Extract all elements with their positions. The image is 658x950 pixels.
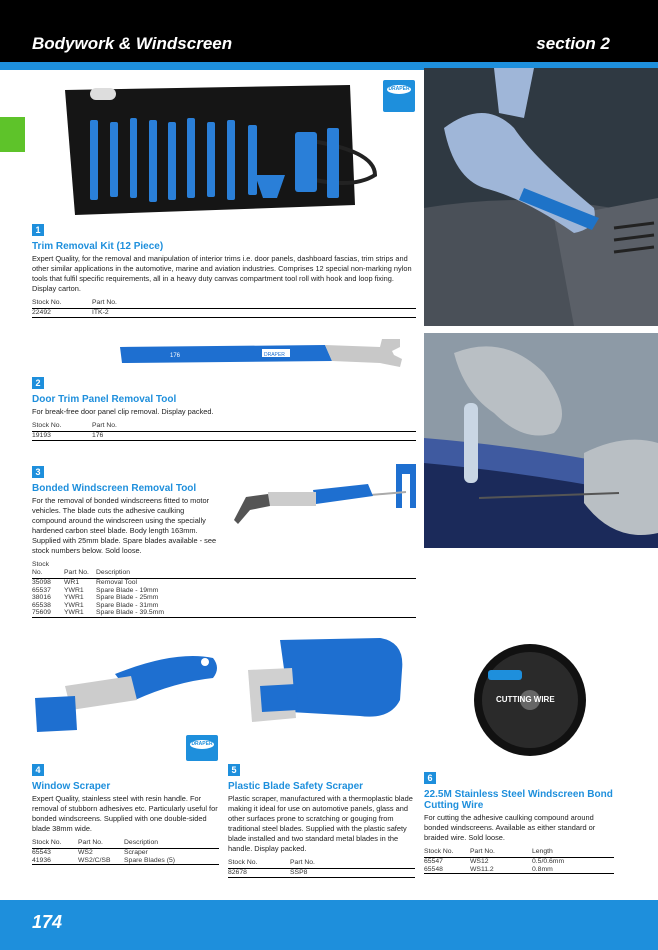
product-number-badge: 6 xyxy=(424,772,436,784)
product-description: For the removal of bonded windscreens fitted to motor vehicles. The blade cuts the adhesive caulking compound around the windscreen using the specially hardened carbon steel blade. Body length 163mm. Supplied with 25mm blade. Spare blades available - see stock numbers below. Sold loose. xyxy=(32,496,217,555)
plastic-scraper-image xyxy=(240,630,415,750)
table-cell: WS2 xyxy=(78,849,93,856)
product-number-badge: 1 xyxy=(32,224,44,236)
table-header: Part No. xyxy=(290,859,415,869)
table-cell: 82678 xyxy=(228,869,290,878)
draper-logo-text: DRAPER xyxy=(388,86,410,92)
section-tab-marker xyxy=(0,117,25,152)
product-table xyxy=(228,859,415,878)
table-cell: YWR1 xyxy=(64,586,84,594)
table-cell: Spare Blade - 19mm xyxy=(96,586,159,594)
table-cell: Removal Tool xyxy=(96,579,138,586)
product-table xyxy=(32,422,416,441)
product-window-scraper xyxy=(32,760,219,865)
table-header: Stock No. xyxy=(32,299,92,309)
tool-part-label: 176 xyxy=(170,353,181,359)
product-table xyxy=(32,839,219,865)
table-cell: Spare Blade - 39.5mm xyxy=(96,609,416,617)
table-header: Stock No. xyxy=(32,839,78,849)
table-cell: SSP8 xyxy=(290,869,415,878)
product-title: Trim Removal Kit (12 Piece) xyxy=(32,241,164,252)
product-title: Bonded Windscreen Removal Tool xyxy=(32,483,197,494)
section-label: section 2 xyxy=(536,34,610,53)
trim-removal-in-use-photo xyxy=(424,68,658,326)
product-number-badge: 5 xyxy=(228,764,240,776)
product-title: 22.5M Stainless Steel Windscreen Bond Cutting Wire xyxy=(424,789,613,811)
table-header: Length xyxy=(532,848,614,858)
table-cell: 0.8mm xyxy=(532,866,614,874)
page-footer xyxy=(0,900,658,950)
draper-logo xyxy=(383,80,415,112)
table-cell: 41936 xyxy=(32,857,78,865)
cutting-wire-spool-image xyxy=(470,640,590,758)
table-header: Description xyxy=(124,839,219,849)
product-table xyxy=(32,561,416,618)
product-description: For break-free door panel clip removal. Display packed. xyxy=(32,407,214,416)
table-cell: 65538 xyxy=(32,601,51,609)
table-cell: YWR1 xyxy=(64,601,84,609)
product-description: For cutting the adhesive caulking compound around bonded windscreens. Available as either standard or braided wire. Sold loose. xyxy=(424,813,596,842)
table-header: Part No. xyxy=(470,848,532,858)
table-header: Stock No. xyxy=(228,859,290,869)
table-header: Part No. xyxy=(78,839,124,849)
table-header: Stock No. xyxy=(32,422,92,432)
product-description: Expert Quality, stainless steel with resin handle. For removal of stubborn adhesives etc. Particularly useful for bonded windscreens. Supplied with one double-sided blade 38mm wide. xyxy=(32,794,218,833)
windscreen-removal-in-use-photo xyxy=(424,333,658,548)
product-cutting-wire xyxy=(424,768,614,874)
table-cell: WS2/C/SB xyxy=(78,857,124,865)
table-cell: YWR1 xyxy=(64,609,96,617)
table-cell: Spare Blade - 31mm xyxy=(96,601,159,609)
page-header xyxy=(0,0,658,62)
draper-logo xyxy=(186,735,218,761)
table-header: Stock No. xyxy=(424,848,470,858)
table-cell: 65537 xyxy=(32,586,51,594)
table-cell: 65547 xyxy=(424,858,443,865)
product-trim-removal-kit xyxy=(32,220,416,318)
table-cell: 65548 xyxy=(424,866,470,874)
table-cell: YWR1 xyxy=(64,594,84,602)
product-title: Window Scraper xyxy=(32,781,111,792)
product-number-badge: 2 xyxy=(32,377,44,389)
table-cell: 0.5/0.6mm xyxy=(532,858,565,865)
product-number-badge: 4 xyxy=(32,764,44,776)
draper-logo-text: DRAPER xyxy=(191,741,213,747)
table-cell: 176 xyxy=(92,432,416,441)
product-plastic-blade-scraper xyxy=(228,760,415,878)
table-cell: ITK-2 xyxy=(92,309,416,318)
table-cell: Spare Blade - 25mm xyxy=(96,594,159,602)
table-header: Stock No. xyxy=(32,561,64,579)
product-number-badge: 3 xyxy=(32,466,44,478)
table-header: Part No. xyxy=(92,299,416,309)
table-cell: 75609 xyxy=(32,609,64,617)
chapter-title: Bodywork & Windscreen xyxy=(32,34,233,53)
table-cell: 22492 xyxy=(32,309,92,318)
trim-kit-image xyxy=(55,80,395,220)
table-header: Description xyxy=(96,561,416,579)
product-table xyxy=(32,299,416,318)
table-cell: 65543 xyxy=(32,849,51,856)
table-header: Part No. xyxy=(92,422,416,432)
table-cell: Spare Blades (5) xyxy=(124,857,219,865)
table-cell: WR1 xyxy=(64,579,80,586)
page-number: 174 xyxy=(32,912,63,932)
table-header: Part No. xyxy=(64,561,96,579)
window-scraper-image xyxy=(35,638,225,738)
product-title: Door Trim Panel Removal Tool xyxy=(32,394,177,405)
product-windscreen-removal-tool xyxy=(32,462,416,618)
table-cell: 35098 xyxy=(32,579,51,586)
table-cell: Scraper xyxy=(124,849,148,856)
table-cell: WS11.2 xyxy=(470,866,532,874)
table-cell: 38016 xyxy=(32,594,51,602)
table-cell: 19193 xyxy=(32,432,92,441)
product-door-trim-tool xyxy=(32,373,416,441)
product-description: Plastic scraper, manufactured with a thermoplastic blade making it ideal for use on automotive panels, glass and other surfaces prone to scratching or gouging from traditional steel blades. Supplied with the plastic safety blade installed and two standard metal blades in the handle. Display packed. xyxy=(228,794,413,853)
product-description: Expert Quality, for the removal and manipulation of interior trims i.e. door panels, dashboard fascias, trim strips and other similar applications in the automotive, marine and aviation industries. Comprises 12 special non-marking nylon tools that fulfil specific requirements, all in a heavy duty canvas compartment tool roll with hook and loop fixing. Display carton. xyxy=(32,254,412,293)
product-title: Plastic Blade Safety Scraper xyxy=(228,781,364,792)
spool-label: CUTTING WIRE xyxy=(496,695,555,704)
tool-brand-label: DRAPER xyxy=(264,352,285,358)
table-cell: WS12 xyxy=(470,858,489,865)
product-table xyxy=(424,848,614,874)
